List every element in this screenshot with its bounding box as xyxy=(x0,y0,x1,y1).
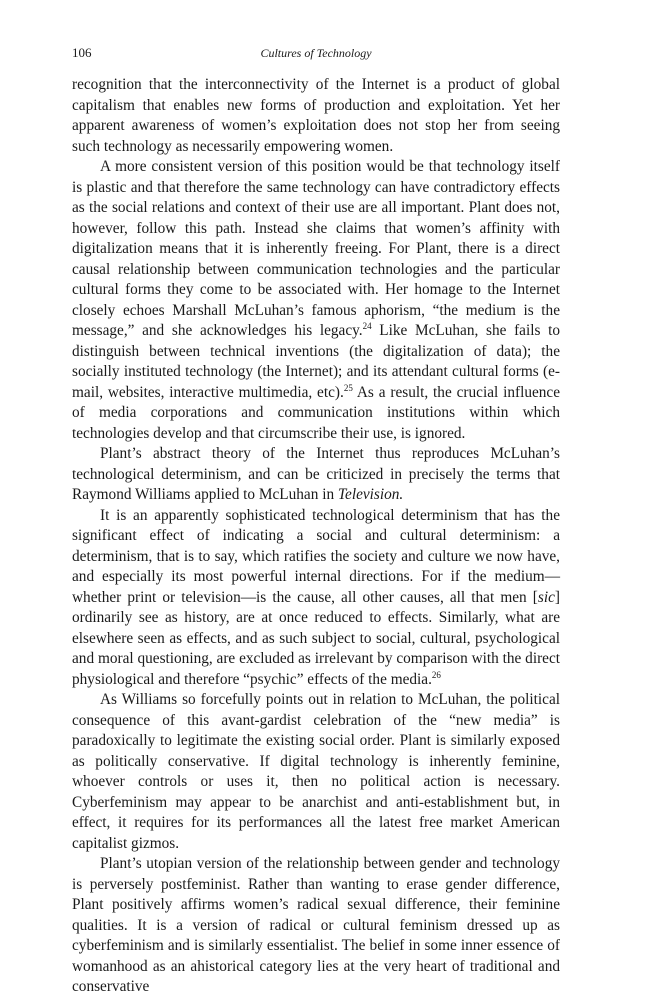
paragraph-3-text: Plant’s abstract theory of the Internet thus reproduces McLuhan’s technological determinism, and can be criticized in precisely the terms that Raymond Williams applied to McLuhan in xyxy=(72,445,560,503)
sic-marker: sic xyxy=(537,588,555,606)
paragraph-1: recognition that the interconnectivity of the Internet is a product of global capitalism that enables new forms of production and exploitation. Yet her apparent awareness of women’s exploitation does not stop her from seeing such technology as necessarily empowering women. xyxy=(72,76,560,155)
paragraph-2-text-a: A more consistent version of this position would be that technology itself is plastic and that therefore the same technology can have contradictory effects as the social relations and context of their use are all important. Plant does not, however, follow this path. Instead she claims that women’s affinity with digitalization means that it is inherently freeing. For Plant, there is a direct causal relationship between communication technologies and the particular cultural forms they come to be associated with. Her homage to the Internet closely echoes Marshall McLuhan’s famous aphorism, “the medium is the message,” and she acknowledges his legacy. xyxy=(72,158,560,339)
running-title: Cultures of Technology xyxy=(260,46,372,60)
paragraph-6: Plant’s utopian version of the relationship between gender and technology is perversely postfeminist. Rather than wanting to erase gender difference, Plant positively affirms women’s radical sexual difference, their feminine qualities. It is a version of radical or cultural feminism dressed up as cyberfeminism and is similarly essentialist. The belief in some inner essence of womanhood as an ahistorical category lies at the very heart of traditional and conservative xyxy=(72,855,560,995)
paragraph-2-text-c: As a result, the crucial influence of media corporations and communication institutions within which technologies develop and that circumscribe their use, is ignored. xyxy=(72,383,561,442)
block-quote-text-b: ] ordinarily see as history, are at once reduced to effects. Similarly, what are elsewhere seen as effects, and as such subject to social, cultural, psychological and moral questioning, are excluded as irrelevant by comparison with the direct physiological and therefore “psychic” effects of the media. xyxy=(72,588,560,688)
paragraph-3 xyxy=(72,444,560,506)
body-text xyxy=(72,75,560,998)
page-number: 106 xyxy=(72,45,92,60)
footnote-ref-25: 25 xyxy=(343,382,353,393)
footnote-ref-24: 24 xyxy=(362,321,372,331)
block-quote-text-a: It is an apparently sophisticated technological determinism that has the significant effect of indicating a social and cultural determinism: a determinism, that is to say, which ratifies the society and culture we now have, and especially its most powerful internal directions. For if the medium—whether print or television—is the cause, all other causes, all that men [ xyxy=(72,506,560,606)
paragraph-5: As Williams so forcefully points out in relation to McLuhan, the political consequence of this avant-gardist celebration of the “new media” is paradoxically to legitimate the existing social order. Plant is similarly exposed as politically conservative. If digital technology is inherently feminine, whoever controls or uses it, then no political action is necessary. Cyberfeminism may appear to be anarchist and anti-establishment but, in effect, it requires for its performances all the latest free market American capitalist gizmos. xyxy=(72,691,560,852)
paragraph-2 xyxy=(72,157,560,444)
paragraph-2-text-b: Like McLuhan, she fails to distinguish between technical inventions (the digitalization of data); the socially instituted technology (the Internet); and its attendant cultural forms (e-mail, websites, interactive multimedia, etc). xyxy=(72,322,561,401)
running-head xyxy=(72,45,560,63)
footnote-ref-26: 26 xyxy=(431,669,441,680)
block-quote xyxy=(72,506,560,691)
work-title-television: Television. xyxy=(337,486,404,503)
